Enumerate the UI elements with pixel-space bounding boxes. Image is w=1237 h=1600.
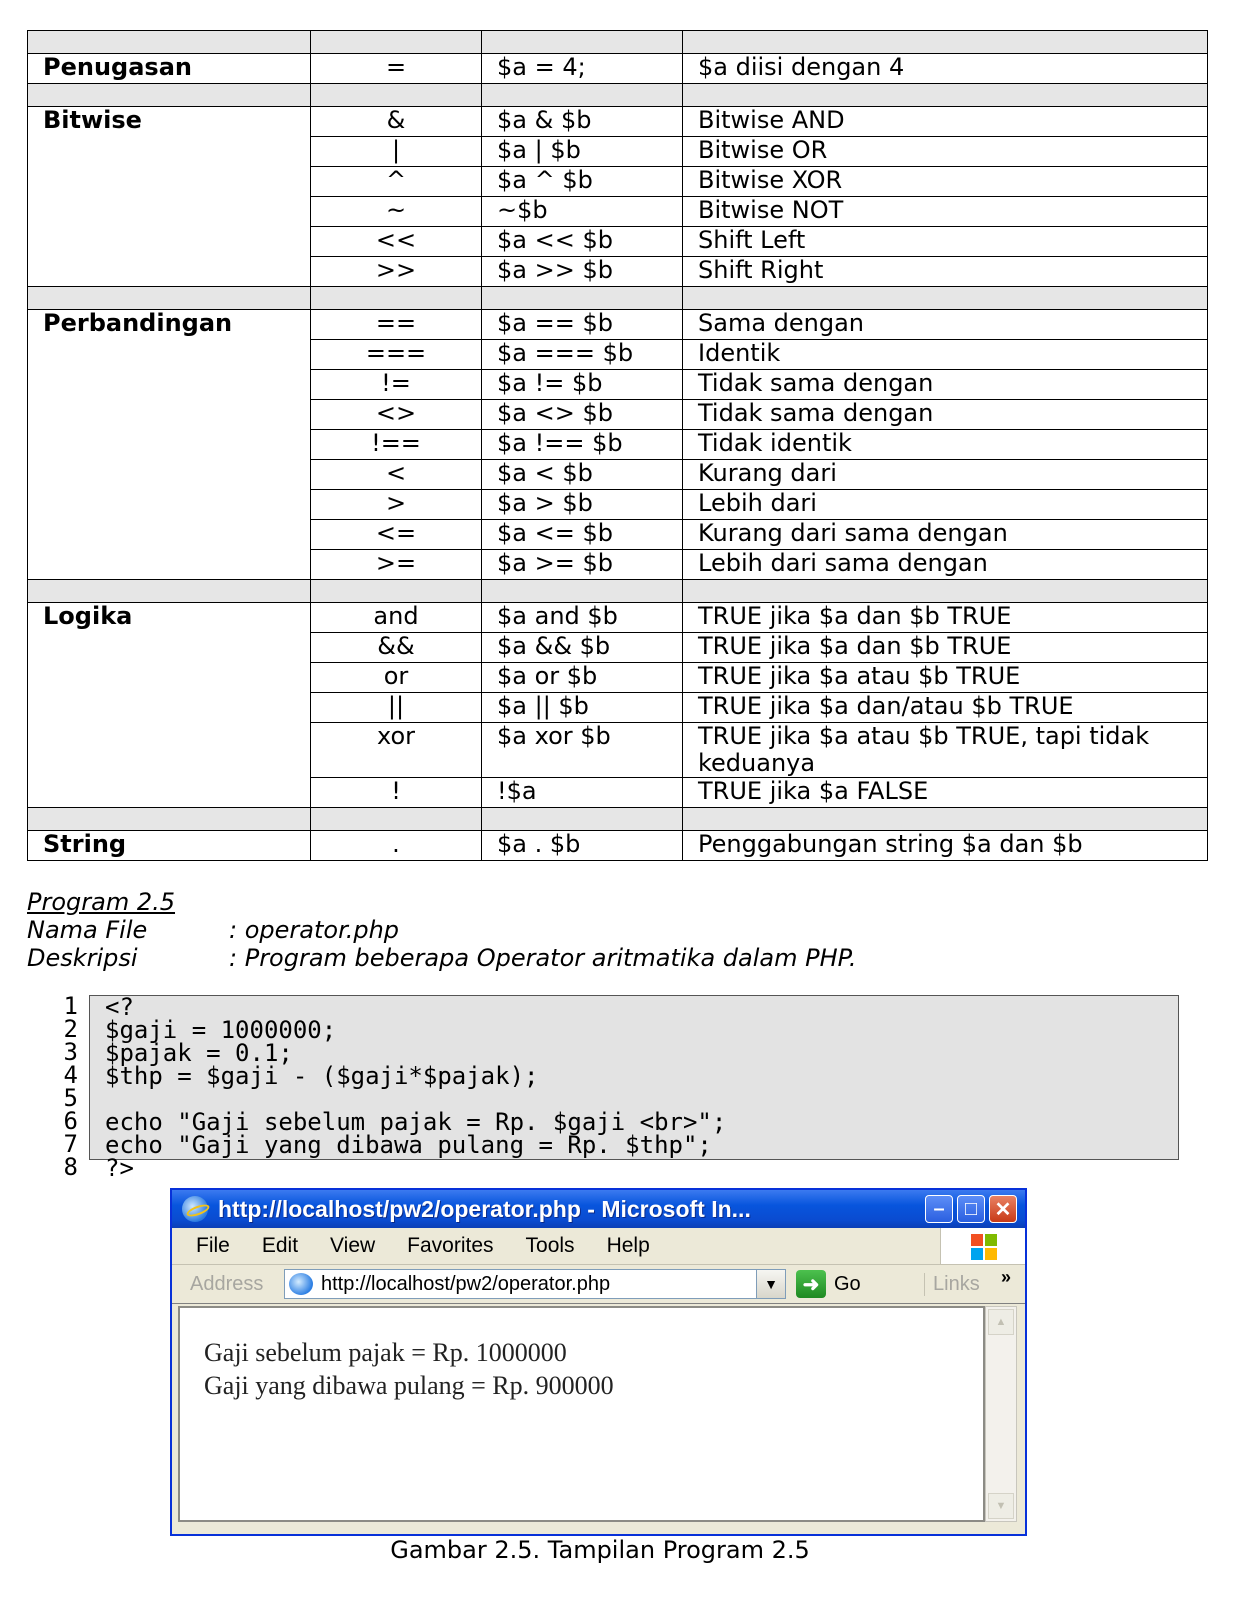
meaning-cell: Tidak sama dengan xyxy=(683,400,1208,430)
spacer-cell xyxy=(482,31,683,54)
go-button[interactable] xyxy=(796,1270,861,1298)
window-buttons xyxy=(925,1195,1017,1223)
menu-view[interactable]: View xyxy=(330,1234,376,1257)
windows-flag-icon xyxy=(940,1228,1025,1264)
operator-cell: == xyxy=(311,310,482,340)
operator-cell: != xyxy=(311,370,482,400)
example-cell: $a === $b xyxy=(482,340,683,370)
example-cell: $a || $b xyxy=(482,693,683,723)
example-cell: $a > $b xyxy=(482,490,683,520)
figure-caption: Gambar 2.5. Tampilan Program 2.5 xyxy=(390,1536,810,1564)
address-input[interactable] xyxy=(284,1269,786,1299)
desc-value: : Program beberapa Operator aritmatika dalam PHP. xyxy=(229,944,857,972)
table-row xyxy=(28,54,1208,84)
table-row xyxy=(28,831,1208,861)
spacer-row xyxy=(28,580,1208,603)
title-bar[interactable] xyxy=(172,1190,1025,1228)
operator-cell: === xyxy=(311,340,482,370)
operator-cell: . xyxy=(311,831,482,861)
spacer-cell xyxy=(482,287,683,310)
chevron-down-icon[interactable]: ▼ xyxy=(756,1270,785,1298)
go-arrow-icon: ➜ xyxy=(796,1270,826,1298)
spacer-cell xyxy=(311,808,482,831)
meaning-cell: Identik xyxy=(683,340,1208,370)
menu-file[interactable]: File xyxy=(196,1234,230,1257)
meaning-cell: Bitwise AND xyxy=(683,107,1208,137)
meaning-cell: TRUE jika $a atau $b TRUE, tapi tidak keduanya xyxy=(683,723,1208,778)
content-line: Gaji sebelum pajak = Rp. 1000000 xyxy=(204,1338,567,1367)
meaning-cell: TRUE jika $a dan $b TRUE xyxy=(683,603,1208,633)
desc-label: Deskripsi xyxy=(27,944,138,972)
meaning-cell: Bitwise NOT xyxy=(683,197,1208,227)
table-row xyxy=(28,603,1208,633)
operator-cell: ! xyxy=(311,778,482,808)
meaning-cell: TRUE jika $a FALSE xyxy=(683,778,1208,808)
operator-cell: xor xyxy=(311,723,482,778)
browser-window xyxy=(170,1188,1027,1536)
content-line: Gaji yang dibawa pulang = Rp. 900000 xyxy=(204,1371,614,1400)
example-cell: $a ^ $b xyxy=(482,167,683,197)
example-cell: $a <= $b xyxy=(482,520,683,550)
menu-bar xyxy=(172,1228,1025,1265)
meaning-cell: Bitwise XOR xyxy=(683,167,1208,197)
line-number: 1 xyxy=(63,992,78,1020)
menu-help[interactable]: Help xyxy=(606,1234,650,1257)
links-label[interactable]: Links xyxy=(924,1273,980,1296)
operator-cell: and xyxy=(311,603,482,633)
spacer-cell xyxy=(482,84,683,107)
operator-cell: ~ xyxy=(311,197,482,227)
code-line: $pajak = 0.1; xyxy=(105,1039,293,1067)
group-name: Bitwise xyxy=(28,107,311,287)
meaning-cell: Lebih dari xyxy=(683,490,1208,520)
group-name: Penugasan xyxy=(28,54,311,84)
spacer-row xyxy=(28,31,1208,54)
spacer-cell xyxy=(28,84,311,107)
spacer-cell xyxy=(28,580,311,603)
line-number: 6 xyxy=(63,1107,78,1135)
group-name: Logika xyxy=(28,603,311,808)
spacer-cell xyxy=(311,287,482,310)
example-cell: $a << $b xyxy=(482,227,683,257)
page-icon xyxy=(289,1273,313,1295)
example-cell: $a = 4; xyxy=(482,54,683,84)
double-chevron-icon[interactable]: » xyxy=(1000,1267,1011,1287)
meaning-cell: Penggabungan string $a dan $b xyxy=(683,831,1208,861)
example-cell: ~$b xyxy=(482,197,683,227)
spacer-cell xyxy=(311,580,482,603)
example-cell: $a !== $b xyxy=(482,430,683,460)
example-cell: $a >> $b xyxy=(482,257,683,287)
example-cell: $a <> $b xyxy=(482,400,683,430)
go-label: Go xyxy=(834,1272,861,1295)
spacer-cell xyxy=(28,31,311,54)
line-number: 2 xyxy=(63,1015,78,1043)
meaning-cell: Shift Left xyxy=(683,227,1208,257)
table-row xyxy=(28,107,1208,137)
meaning-cell: TRUE jika $a dan $b TRUE xyxy=(683,633,1208,663)
address-bar xyxy=(172,1265,1025,1304)
example-cell: $a >= $b xyxy=(482,550,683,580)
spacer-row xyxy=(28,808,1208,831)
example-cell: $a && $b xyxy=(482,633,683,663)
address-label: Address xyxy=(190,1272,264,1295)
operator-cell: << xyxy=(311,227,482,257)
line-number: 8 xyxy=(63,1153,78,1181)
operator-cell: & xyxy=(311,107,482,137)
line-number: 5 xyxy=(63,1084,78,1112)
scroll-down-icon[interactable]: ▼ xyxy=(988,1493,1014,1519)
operator-cell: < xyxy=(311,460,482,490)
example-cell: $a xor $b xyxy=(482,723,683,778)
spacer-cell xyxy=(311,84,482,107)
operator-cell: || xyxy=(311,693,482,723)
meaning-cell: Lebih dari sama dengan xyxy=(683,550,1208,580)
code-line: ?> xyxy=(105,1154,134,1182)
meaning-cell: Tidak identik xyxy=(683,430,1208,460)
meaning-cell: Kurang dari sama dengan xyxy=(683,520,1208,550)
line-number: 4 xyxy=(63,1061,78,1089)
line-number: 3 xyxy=(63,1038,78,1066)
desc-row xyxy=(27,944,856,972)
spacer-cell xyxy=(482,808,683,831)
operator-cell: && xyxy=(311,633,482,663)
spacer-cell xyxy=(683,580,1208,603)
line-number: 7 xyxy=(63,1130,78,1158)
ie-logo-icon xyxy=(182,1196,208,1222)
operator-cell: <= xyxy=(311,520,482,550)
meaning-cell: Sama dengan xyxy=(683,310,1208,340)
window-title: http://localhost/pw2/operator.php - Microsoft In... xyxy=(218,1195,751,1222)
code-listing xyxy=(89,993,1179,1182)
spacer-row xyxy=(28,84,1208,107)
code-line: echo "Gaji sebelum pajak = Rp. $gaji <br>"; xyxy=(105,1108,727,1136)
operator-cell: ^ xyxy=(311,167,482,197)
operator-cell: | xyxy=(311,137,482,167)
example-cell: $a . $b xyxy=(482,831,683,861)
operator-cell: >= xyxy=(311,550,482,580)
close-button[interactable]: ✕ xyxy=(989,1195,1017,1223)
address-value: http://localhost/pw2/operator.php xyxy=(321,1272,611,1295)
spacer-cell xyxy=(311,31,482,54)
example-cell: $a and $b xyxy=(482,603,683,633)
program-caption xyxy=(27,888,856,972)
spacer-cell xyxy=(683,84,1208,107)
spacer-cell xyxy=(683,287,1208,310)
operator-cell: <> xyxy=(311,400,482,430)
example-cell: $a | $b xyxy=(482,137,683,167)
operator-cell: >> xyxy=(311,257,482,287)
menu-tools[interactable]: Tools xyxy=(525,1234,575,1257)
meaning-cell: Bitwise OR xyxy=(683,137,1208,167)
meaning-cell: TRUE jika $a atau $b TRUE xyxy=(683,663,1208,693)
program-title: Program 2.5 xyxy=(27,888,176,916)
example-cell: $a & $b xyxy=(482,107,683,137)
example-cell: !$a xyxy=(482,778,683,808)
menu-edit[interactable]: Edit xyxy=(261,1234,299,1257)
meaning-cell: Kurang dari xyxy=(683,460,1208,490)
code-line: $gaji = 1000000; xyxy=(105,1016,337,1044)
spacer-cell xyxy=(683,31,1208,54)
menu-favorites[interactable]: Favorites xyxy=(407,1234,494,1257)
spacer-cell xyxy=(683,808,1208,831)
meaning-cell: Tidak sama dengan xyxy=(683,370,1208,400)
operator-table xyxy=(27,30,1208,861)
code-line: $thp = $gaji - ($gaji*$pajak); xyxy=(105,1062,539,1090)
example-cell: $a == $b xyxy=(482,310,683,340)
operator-cell: > xyxy=(311,490,482,520)
file-row xyxy=(27,916,856,944)
example-cell: $a < $b xyxy=(482,460,683,490)
table-row xyxy=(28,310,1208,340)
operator-cell: = xyxy=(311,54,482,84)
example-cell: $a or $b xyxy=(482,663,683,693)
spacer-cell xyxy=(28,808,311,831)
file-label: Nama File xyxy=(27,916,148,944)
group-name: Perbandingan xyxy=(28,310,311,580)
group-name: String xyxy=(28,831,311,861)
operator-table-body xyxy=(28,31,1208,861)
meaning-cell: TRUE jika $a dan/atau $b TRUE xyxy=(683,693,1208,723)
operator-cell: or xyxy=(311,663,482,693)
meaning-cell: Shift Right xyxy=(683,257,1208,287)
code-line: <? xyxy=(105,993,134,1021)
line-numbers xyxy=(52,992,78,1181)
meaning-cell: $a diisi dengan 4 xyxy=(683,54,1208,84)
spacer-row xyxy=(28,287,1208,310)
spacer-cell xyxy=(28,287,311,310)
file-value: : operator.php xyxy=(229,916,400,944)
maximize-button[interactable]: □ xyxy=(957,1195,985,1223)
scroll-up-icon[interactable]: ▲ xyxy=(988,1309,1014,1335)
example-cell: $a != $b xyxy=(482,370,683,400)
page-content xyxy=(178,1306,985,1522)
spacer-cell xyxy=(482,580,683,603)
vertical-scrollbar[interactable] xyxy=(985,1306,1017,1522)
minimize-button[interactable]: – xyxy=(925,1195,953,1223)
operator-cell: !== xyxy=(311,430,482,460)
code-line: echo "Gaji yang dibawa pulang = Rp. $thp"; xyxy=(105,1131,712,1159)
